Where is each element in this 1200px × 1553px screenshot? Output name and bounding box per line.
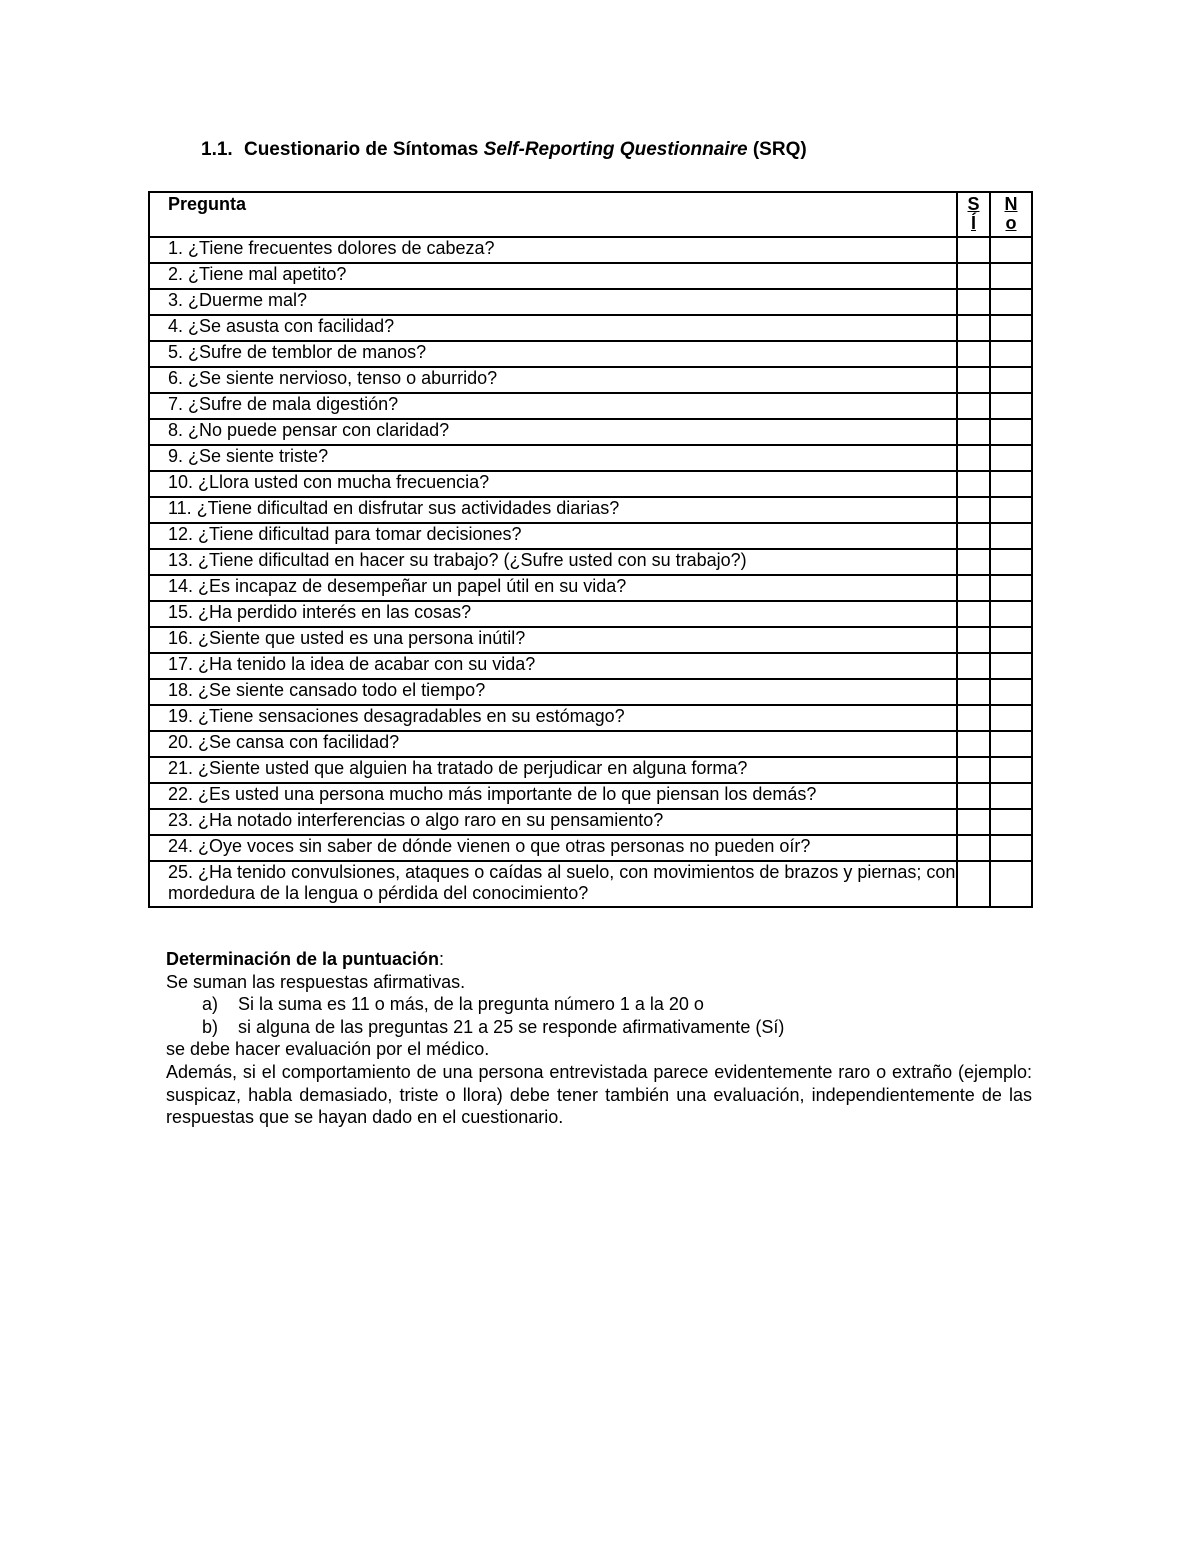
answer-no-cell[interactable] [990, 237, 1032, 263]
question-text: 11. ¿Tiene dificultad en disfrutar sus actividades diarias? [149, 497, 957, 523]
question-text: 9. ¿Se siente triste? [149, 445, 957, 471]
answer-si-cell[interactable] [957, 757, 990, 783]
table-row [149, 861, 1032, 907]
scoring-heading-colon: : [439, 949, 445, 969]
table-row [149, 341, 1032, 367]
list-item-label: a) [202, 994, 219, 1015]
table-row [149, 237, 1032, 263]
title-italic: Self-Reporting Questionnaire [483, 139, 748, 160]
page-title [201, 139, 807, 161]
answer-si-cell[interactable] [957, 419, 990, 445]
question-text: 2. ¿Tiene mal apetito? [149, 263, 957, 289]
answer-no-cell[interactable] [990, 731, 1032, 757]
table-row [149, 393, 1032, 419]
answer-si-cell[interactable] [957, 679, 990, 705]
answer-no-cell[interactable] [990, 367, 1032, 393]
question-text: 12. ¿Tiene dificultad para tomar decisiones? [149, 523, 957, 549]
answer-no-cell[interactable] [990, 549, 1032, 575]
answer-no-cell[interactable] [990, 393, 1032, 419]
answer-no-cell[interactable] [990, 263, 1032, 289]
answer-no-cell[interactable] [990, 341, 1032, 367]
answer-no-cell[interactable] [990, 523, 1032, 549]
answer-si-cell[interactable] [957, 575, 990, 601]
table-header-row [149, 192, 1032, 237]
table-row [149, 601, 1032, 627]
question-text: 7. ¿Sufre de mala digestión? [149, 393, 957, 419]
table-row [149, 835, 1032, 861]
list-item-text: Si la suma es 11 o más, de la pregunta número 1 a la 20 o [238, 994, 704, 1015]
answer-si-cell[interactable] [957, 653, 990, 679]
table-row [149, 289, 1032, 315]
answer-si-cell[interactable] [957, 783, 990, 809]
question-text: 15. ¿Ha perdido interés en las cosas? [149, 601, 957, 627]
question-text: 22. ¿Es usted una persona mucho más importante de lo que piensan los demás? [149, 783, 957, 809]
table-row [149, 263, 1032, 289]
question-text: 24. ¿Oye voces sin saber de dónde vienen o que otras personas no pueden oír? [149, 835, 957, 861]
answer-si-cell[interactable] [957, 497, 990, 523]
table-row [149, 549, 1032, 575]
answer-si-cell[interactable] [957, 705, 990, 731]
table-row [149, 497, 1032, 523]
answer-si-cell[interactable] [957, 549, 990, 575]
answer-si-cell[interactable] [957, 861, 990, 907]
table-row [149, 705, 1032, 731]
question-text: 6. ¿Se siente nervioso, tenso o aburrido? [149, 367, 957, 393]
scoring-section [166, 948, 1032, 1129]
question-text: 21. ¿Siente usted que alguien ha tratado de perjudicar en alguna forma? [149, 757, 957, 783]
answer-no-cell[interactable] [990, 809, 1032, 835]
srq-table [148, 191, 1033, 908]
answer-si-cell[interactable] [957, 731, 990, 757]
header-si-top: S [967, 194, 980, 214]
header-no [990, 192, 1032, 237]
table-row [149, 679, 1032, 705]
answer-no-cell[interactable] [990, 601, 1032, 627]
question-text: 8. ¿No puede pensar con claridad? [149, 419, 957, 445]
answer-no-cell[interactable] [990, 705, 1032, 731]
answer-no-cell[interactable] [990, 627, 1032, 653]
answer-si-cell[interactable] [957, 523, 990, 549]
answer-si-cell[interactable] [957, 627, 990, 653]
question-text: 13. ¿Tiene dificultad en hacer su trabajo? (¿Sufre usted con su trabajo?) [149, 549, 957, 575]
question-text: 4. ¿Se asusta con facilidad? [149, 315, 957, 341]
section-number: 1.1. [201, 139, 233, 160]
answer-si-cell[interactable] [957, 367, 990, 393]
question-text: 23. ¿Ha notado interferencias o algo raro en su pensamiento? [149, 809, 957, 835]
header-pregunta: Pregunta [149, 192, 957, 237]
answer-si-cell[interactable] [957, 393, 990, 419]
list-item [166, 993, 1032, 1016]
question-text: 18. ¿Se siente cansado todo el tiempo? [149, 679, 957, 705]
question-text: 19. ¿Tiene sensaciones desagradables en su estómago? [149, 705, 957, 731]
answer-si-cell[interactable] [957, 601, 990, 627]
answer-no-cell[interactable] [990, 679, 1032, 705]
question-text: 3. ¿Duerme mal? [149, 289, 957, 315]
table-row [149, 523, 1032, 549]
table-row [149, 471, 1032, 497]
scoring-intro: Se suman las respuestas afirmativas. [166, 971, 466, 992]
list-item-label: b) [202, 1016, 219, 1037]
table-row [149, 575, 1032, 601]
answer-si-cell[interactable] [957, 809, 990, 835]
question-text: 1. ¿Tiene frecuentes dolores de cabeza? [149, 237, 957, 263]
scoring-heading-line [166, 948, 1032, 971]
header-no-bottom: o [1005, 213, 1017, 233]
header-no-top: N [1004, 194, 1018, 214]
answer-si-cell[interactable] [957, 237, 990, 263]
answer-no-cell[interactable] [990, 861, 1032, 907]
scoring-note: Además, si el comportamiento de una persona entrevistada parece evidentemente raro o extraño (ejemplo: suspicaz, habla demasiado, triste o llora) debe tener también una evaluación, independientemente de las respuestas que se hayan dado en el cuestionario. [166, 1061, 1032, 1128]
table-row [149, 315, 1032, 341]
answer-si-cell[interactable] [957, 289, 990, 315]
answer-no-cell[interactable] [990, 653, 1032, 679]
answer-si-cell[interactable] [957, 471, 990, 497]
scoring-heading: Determinación de la puntuación [166, 949, 440, 969]
header-si-bottom: Í [970, 213, 976, 233]
table-row [149, 419, 1032, 445]
answer-si-cell[interactable] [957, 315, 990, 341]
answer-si-cell[interactable] [957, 263, 990, 289]
answer-si-cell[interactable] [957, 445, 990, 471]
answer-no-cell[interactable] [990, 757, 1032, 783]
answer-no-cell[interactable] [990, 835, 1032, 861]
answer-no-cell[interactable] [990, 783, 1032, 809]
answer-no-cell[interactable] [990, 289, 1032, 315]
table-row [149, 809, 1032, 835]
scoring-conclusion: se debe hacer evaluación por el médico. [166, 1039, 490, 1060]
title-text: Cuestionario de Síntomas [243, 139, 479, 160]
answer-no-cell[interactable] [990, 575, 1032, 601]
question-text: 16. ¿Siente que usted es una persona inútil? [149, 627, 957, 653]
question-text: 25. ¿Ha tenido convulsiones, ataques o caídas al suelo, con movimientos de brazos y piernas; con mordedura de la lengua o pérdida del conocimiento? [149, 861, 957, 907]
table-row [149, 367, 1032, 393]
answer-si-cell[interactable] [957, 341, 990, 367]
table-row [149, 757, 1032, 783]
table-row [149, 653, 1032, 679]
table-row [149, 783, 1032, 809]
question-text: 5. ¿Sufre de temblor de manos? [149, 341, 957, 367]
question-text: 17. ¿Ha tenido la idea de acabar con su vida? [149, 653, 957, 679]
list-item [166, 1016, 1032, 1039]
answer-no-cell[interactable] [990, 419, 1032, 445]
list-item-text: si alguna de las preguntas 21 a 25 se responde afirmativamente (Sí) [238, 1016, 785, 1037]
answer-no-cell[interactable] [990, 315, 1032, 341]
header-si [957, 192, 990, 237]
title-suffix: (SRQ) [752, 139, 807, 160]
answer-no-cell[interactable] [990, 471, 1032, 497]
question-text: 14. ¿Es incapaz de desempeñar un papel útil en su vida? [149, 575, 957, 601]
answer-si-cell[interactable] [957, 835, 990, 861]
question-text: 20. ¿Se cansa con facilidad? [149, 731, 957, 757]
answer-no-cell[interactable] [990, 497, 1032, 523]
answer-no-cell[interactable] [990, 445, 1032, 471]
table-row [149, 627, 1032, 653]
table-row [149, 445, 1032, 471]
table-row [149, 731, 1032, 757]
question-text: 10. ¿Llora usted con mucha frecuencia? [149, 471, 957, 497]
